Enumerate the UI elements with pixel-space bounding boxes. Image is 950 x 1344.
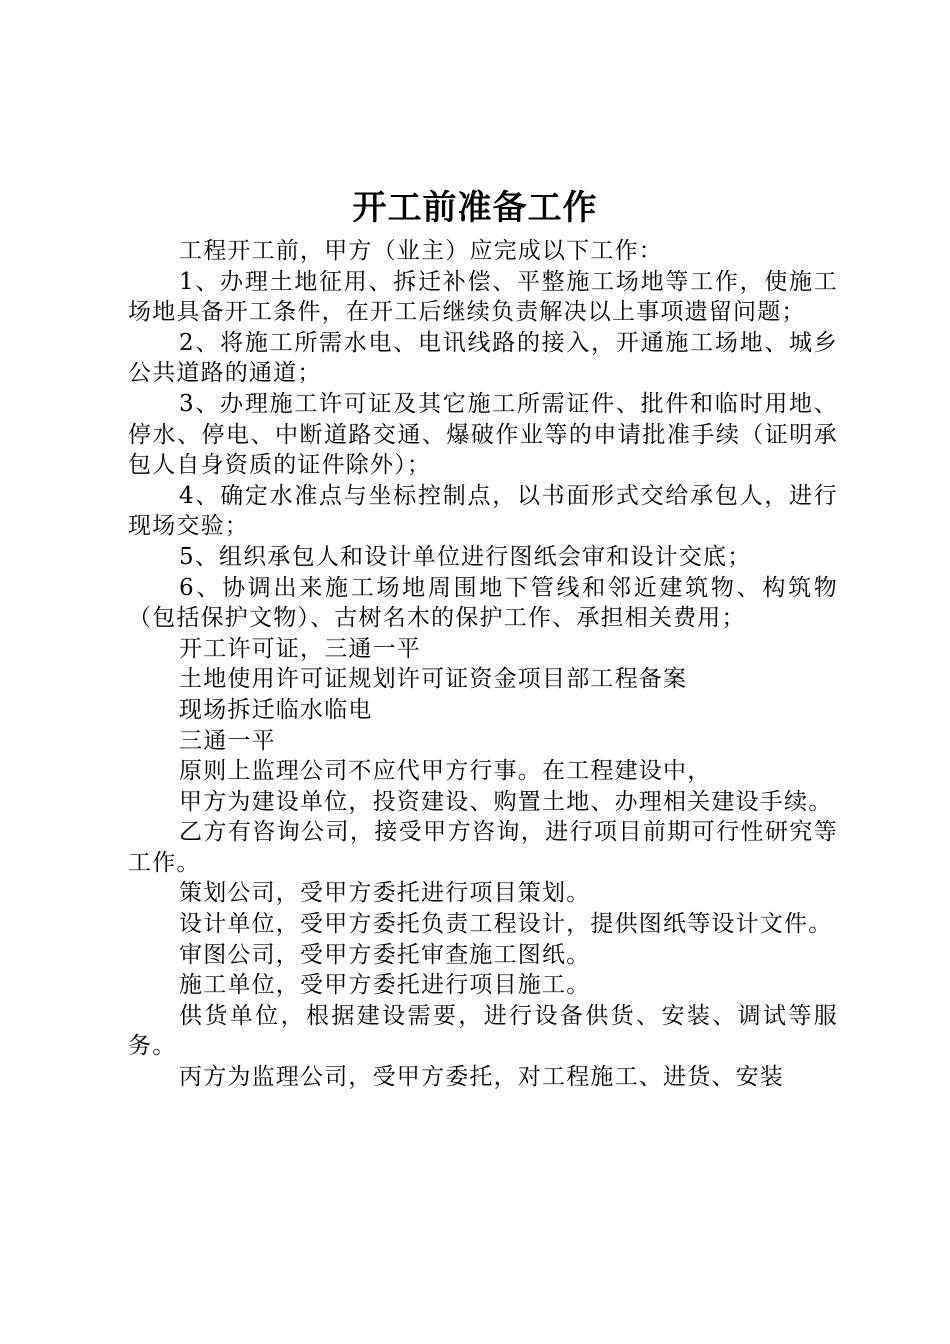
- paragraph-item-4: 4、确定水准点与坐标控制点，以书面形式交给承包人，进行现场交验；: [128, 482, 838, 540]
- paragraph-permit: 开工许可证，三通一平: [179, 635, 421, 662]
- paragraph-three-one: 三通一平: [179, 727, 276, 754]
- paragraph-party-b: 乙方有咨询公司，接受甲方咨询，进行项目前期可行性研究等工作。: [128, 819, 838, 876]
- paragraph-party-a: 甲方为建设单位，投资建设、购置土地、办理相关建设手续。: [179, 788, 833, 815]
- paragraph-review: 审图公司，受甲方委托审查施工图纸。: [179, 941, 591, 968]
- paragraph-item-1: 1、办理土地征用、拆迁补偿、平整施工场地等工作，使施工场地具备开工条件，在开工后继续负责解决以上事项遗留问题；: [128, 268, 838, 326]
- paragraph-design: 设计单位，受甲方委托负责工程设计，提供图纸等设计文件。: [179, 911, 833, 938]
- paragraph-intro: 工程开工前，甲方（业主）应完成以下工作：: [179, 238, 663, 264]
- paragraph-planning: 策划公司，受甲方委托进行项目策划。: [179, 880, 591, 907]
- paragraph-item-3: 3、办理施工许可证及其它施工所需证件、批件和临时用地、停水、停电、中断道路交通、爆破作业等的申请批准手续（证明承包人自身资质的证件除外）；: [128, 390, 838, 479]
- document-title: 开工前准备工作: [352, 188, 598, 228]
- paragraph-item-5: 5、组织承包人和设计单位进行图纸会审和设计交底；: [179, 543, 752, 570]
- paragraph-construction: 施工单位，受甲方委托进行项目施工。: [179, 972, 591, 999]
- paragraph-principle: 原则上监理公司不应代甲方行事。在工程建设中，: [179, 758, 712, 785]
- document-body: [128, 236, 838, 1093]
- paragraph-item-2: 2、将施工所需水电、电讯线路的接入，开通施工场地、城乡公共道路的通道；: [128, 329, 838, 387]
- paragraph-party-c: 丙方为监理公司，受甲方委托，对工程施工、进货、安装: [179, 1064, 784, 1091]
- paragraph-land-use: 土地使用许可证规划许可证资金项目部工程备案: [179, 666, 688, 693]
- paragraph-item-6: 6、协调出来施工场地周围地下管线和邻近建筑物、构筑物（包括保护文物）、古树名木的保护工作、承担相关费用；: [128, 574, 838, 632]
- paragraph-supplier: 供货单位，根据建设需要，进行设备供货、安装、调试等服务。: [128, 1002, 838, 1060]
- paragraph-site: 现场拆迁临水临电: [179, 696, 373, 723]
